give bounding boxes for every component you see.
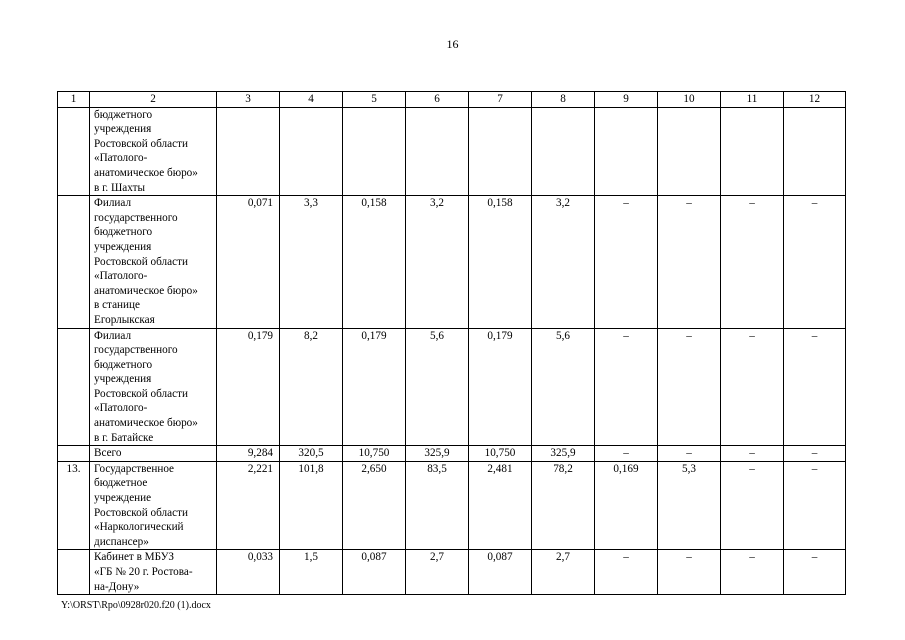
value-cell: 3,2 [406, 196, 469, 328]
institution-name-cell: Государственное бюджетное учреждение Ростовской области «Наркологический диспансер» [90, 461, 217, 550]
institution-name-cell: Всего [90, 446, 217, 462]
value-cell: 5,6 [406, 328, 469, 446]
value-cell: 9,284 [217, 446, 280, 462]
value-cell: – [784, 550, 846, 595]
row-number-cell: 13. [58, 461, 90, 550]
value-cell: 83,5 [406, 461, 469, 550]
value-cell: – [658, 550, 721, 595]
value-cell: 325,9 [406, 446, 469, 462]
column-header: 4 [280, 92, 343, 108]
value-cell: 8,2 [280, 328, 343, 446]
value-cell: – [595, 328, 658, 446]
value-cell: 0,179 [469, 328, 532, 446]
value-cell: 5,3 [658, 461, 721, 550]
value-cell: 2,650 [343, 461, 406, 550]
value-cell: – [721, 446, 784, 462]
value-cell: 0,158 [469, 196, 532, 328]
column-header: 12 [784, 92, 846, 108]
table-row [58, 550, 846, 595]
value-cell: 0,087 [469, 550, 532, 595]
value-cell [658, 107, 721, 196]
value-cell [532, 107, 595, 196]
institution-name-cell: бюджетного учреждения Ростовской области «Патолого- анатомическое бюро» в г. Шахты [90, 107, 217, 196]
value-cell [343, 107, 406, 196]
value-cell: 0,087 [343, 550, 406, 595]
value-cell [469, 107, 532, 196]
value-cell: – [658, 446, 721, 462]
value-cell: 5,6 [532, 328, 595, 446]
value-cell: 101,8 [280, 461, 343, 550]
value-cell [784, 107, 846, 196]
value-cell: 3,2 [532, 196, 595, 328]
row-number-cell [58, 446, 90, 462]
value-cell: 2,7 [532, 550, 595, 595]
institution-name-cell: Кабинет в МБУЗ «ГБ № 20 г. Ростова- на-Дону» [90, 550, 217, 595]
value-cell: 0,158 [343, 196, 406, 328]
value-cell [406, 107, 469, 196]
value-cell: – [784, 461, 846, 550]
row-number-cell [58, 107, 90, 196]
value-cell: 2,481 [469, 461, 532, 550]
value-cell [721, 107, 784, 196]
row-number-cell [58, 196, 90, 328]
value-cell: – [721, 328, 784, 446]
value-cell: – [784, 196, 846, 328]
table-row [58, 461, 846, 550]
value-cell: 2,7 [406, 550, 469, 595]
file-path-footer: Y:\ORST\Rpo\0928r020.f20 (1).docx [61, 600, 211, 611]
value-cell: 1,5 [280, 550, 343, 595]
value-cell: 3,3 [280, 196, 343, 328]
value-cell: – [721, 550, 784, 595]
column-header: 3 [217, 92, 280, 108]
value-cell [595, 107, 658, 196]
value-cell: 320,5 [280, 446, 343, 462]
row-number-cell [58, 328, 90, 446]
column-header: 8 [532, 92, 595, 108]
column-header: 2 [90, 92, 217, 108]
column-header: 9 [595, 92, 658, 108]
column-header: 5 [343, 92, 406, 108]
table-row [58, 196, 846, 328]
value-cell: 325,9 [532, 446, 595, 462]
institution-name-cell: Филиал государственного бюджетного учреждения Ростовской области «Патолого- анатомическое бюро» в г. Батайске [90, 328, 217, 446]
value-cell: 0,169 [595, 461, 658, 550]
value-cell [217, 107, 280, 196]
table-row [58, 328, 846, 446]
value-cell: – [595, 550, 658, 595]
data-table [57, 91, 846, 595]
column-header: 1 [58, 92, 90, 108]
column-header: 6 [406, 92, 469, 108]
value-cell: 0,033 [217, 550, 280, 595]
value-cell: – [784, 446, 846, 462]
value-cell: 0,071 [217, 196, 280, 328]
value-cell [280, 107, 343, 196]
value-cell: 0,179 [343, 328, 406, 446]
table-row [58, 107, 846, 196]
value-cell: – [595, 446, 658, 462]
column-header: 7 [469, 92, 532, 108]
column-header: 10 [658, 92, 721, 108]
row-number-cell [58, 550, 90, 595]
institution-name-cell: Филиал государственного бюджетного учреждения Ростовской области «Патолого- анатомическое бюро» в станице Егорлыкская [90, 196, 217, 328]
value-cell: 0,179 [217, 328, 280, 446]
value-cell: 10,750 [343, 446, 406, 462]
table-row [58, 446, 846, 462]
value-cell: 78,2 [532, 461, 595, 550]
value-cell: 2,221 [217, 461, 280, 550]
value-cell: – [784, 328, 846, 446]
value-cell: 10,750 [469, 446, 532, 462]
value-cell: – [595, 196, 658, 328]
value-cell: – [658, 328, 721, 446]
page-number: 16 [446, 37, 459, 51]
value-cell: – [721, 461, 784, 550]
column-header: 11 [721, 92, 784, 108]
value-cell: – [658, 196, 721, 328]
value-cell: – [721, 196, 784, 328]
header-row [58, 92, 846, 108]
